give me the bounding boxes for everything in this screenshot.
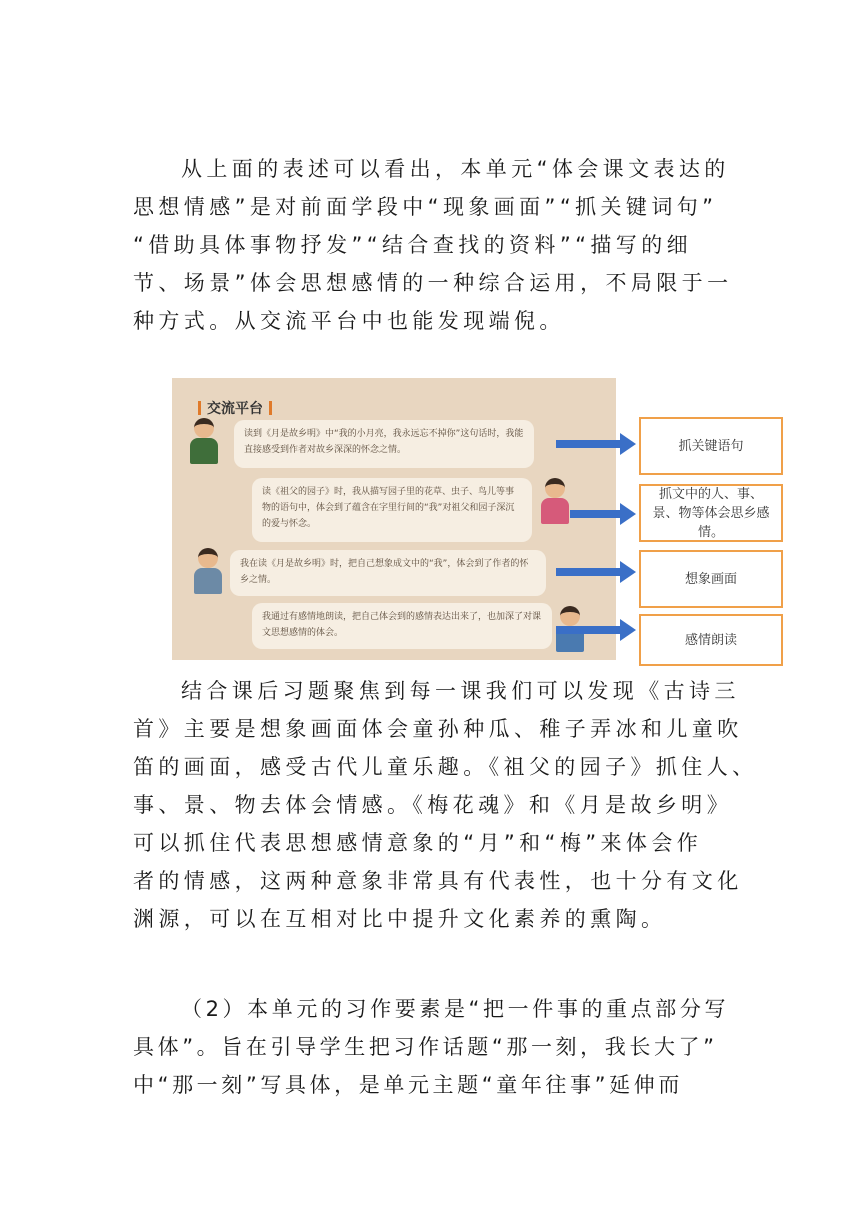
girl-icon — [537, 478, 573, 524]
text-line: 笛的画面，感受古代儿童乐趣。《祖父的园子》抓住人、 — [133, 755, 758, 779]
text-line: 事、景、物去体会情感。《梅花魂》和《月是故乡明》 — [133, 793, 733, 817]
figure-title: 交流平台 — [192, 398, 278, 418]
boy-icon — [186, 418, 222, 464]
text-line: 结合课后习题聚焦到每一课我们可以发现《古诗三 — [181, 679, 740, 703]
text-line: 种方式。从交流平台中也能发现端倪。 — [133, 309, 565, 333]
speech-bubble: 读《祖父的园子》时，我从描写园子里的花草、虫子、鸟儿等事物的语句中，体会到了蕴含在字里行间的“我”对祖父和园子深沉的爱与怀念。 — [252, 478, 532, 542]
annotation-box: 抓文中的人、事、景、物等体会思乡感情。 — [639, 484, 783, 542]
title-bar-left — [198, 401, 201, 415]
text-line: （2）本单元的习作要素是“把一件事的重点部分写 — [181, 997, 730, 1021]
speech-bubble: 读到《月是故乡明》中“我的小月亮，我永远忘不掉你”这句话时，我能直接感受到作者对故乡深深的怀念之情。 — [234, 420, 534, 468]
text-line: 中“那一刻”写具体，是单元主题“童年往事”延伸而 — [133, 1073, 683, 1097]
annotation-box: 想象画面 — [639, 550, 783, 608]
paragraph-2 — [133, 672, 758, 938]
speech-bubble: 我在读《月是故乡明》时，把自己想象成文中的“我”，体会到了作者的怀乡之情。 — [230, 550, 546, 596]
title-bar-right — [269, 401, 272, 415]
annotation-box: 抓关键语句 — [639, 417, 783, 475]
text-line: 思想情感”是对前面学段中“现象画面”“抓关键词句” — [133, 195, 718, 219]
textbook-figure — [172, 378, 616, 660]
text-line: 者的情感，这两种意象非常具有代表性，也十分有文化 — [133, 869, 743, 893]
girl-icon — [190, 548, 226, 594]
paragraph-3 — [133, 990, 730, 1104]
text-line: 节、场景”体会思想感情的一种综合运用，不局限于一 — [133, 271, 733, 295]
text-line: 可以抓住代表思想感情意象的“月”和“梅”来体会作 — [133, 831, 703, 855]
text-line: 具体”。旨在引导学生把习作话题“那一刻，我长大了” — [133, 1035, 718, 1059]
text-line: 从上面的表述可以看出，本单元“体会课文表达的 — [181, 157, 730, 181]
paragraph-1 — [133, 150, 733, 340]
text-line: 首》主要是想象画面体会童孙种瓜、稚子弄冰和儿童吹 — [133, 717, 743, 741]
text-line: “借助具体事物抒发”“结合查找的资料”“描写的细 — [133, 233, 692, 257]
annotation-box: 感情朗读 — [639, 614, 783, 666]
text-line: 渊源，可以在互相对比中提升文化素养的熏陶。 — [133, 907, 667, 931]
speech-bubble: 我通过有感情地朗读，把自己体会到的感情表达出来了，也加深了对课文思想感情的体会。 — [252, 603, 552, 649]
